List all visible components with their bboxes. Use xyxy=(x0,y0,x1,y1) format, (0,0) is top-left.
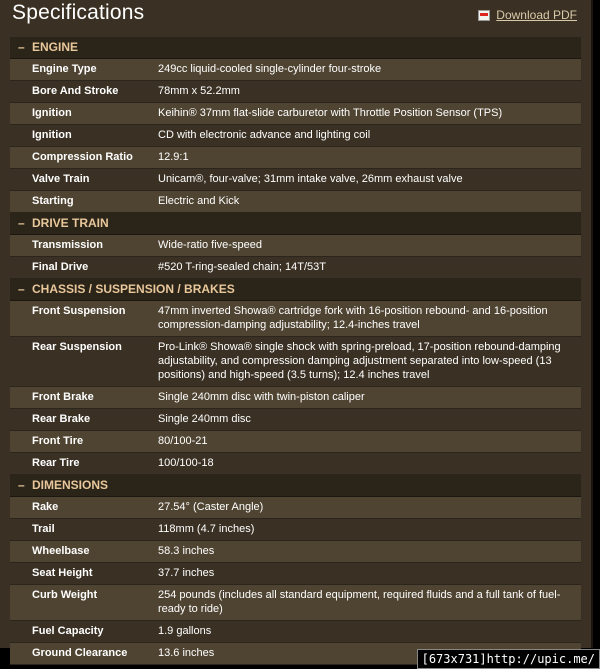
spec-value: Wide-ratio five-speed xyxy=(158,239,262,251)
spec-value: 1.9 gallons xyxy=(158,625,212,637)
spec-row xyxy=(10,59,581,81)
spec-value: Electric and Kick xyxy=(158,195,240,207)
spec-row xyxy=(10,585,581,621)
spec-label: Rake xyxy=(32,501,59,513)
spec-row xyxy=(10,257,581,279)
header xyxy=(0,0,591,34)
spec-label: Front Brake xyxy=(32,391,94,403)
section-header[interactable] xyxy=(10,279,581,301)
spec-row xyxy=(10,301,581,337)
section-header[interactable] xyxy=(10,475,581,497)
collapse-icon[interactable]: – xyxy=(18,478,25,492)
spec-row xyxy=(10,191,581,213)
spec-row xyxy=(10,621,581,643)
spec-label: Wheelbase xyxy=(32,545,90,557)
spec-value: 80/100-21 xyxy=(158,435,208,447)
spec-label: Compression Ratio xyxy=(32,151,133,163)
spec-value: 118mm (4.7 inches) xyxy=(158,523,255,535)
spec-value: 78mm x 52.2mm xyxy=(158,85,240,97)
spec-value: Single 240mm disc xyxy=(158,413,251,425)
download-pdf-label: Download PDF xyxy=(496,8,577,22)
spec-label: Final Drive xyxy=(32,261,89,273)
section-title: DIMENSIONS xyxy=(32,478,109,492)
spec-label: Bore And Stroke xyxy=(32,85,119,97)
section-header[interactable] xyxy=(10,213,581,235)
spec-table xyxy=(10,37,581,665)
spec-label: Seat Height xyxy=(32,567,93,579)
spec-value: CD with electronic advance and lighting coil xyxy=(158,129,371,141)
spec-row xyxy=(10,169,581,191)
spec-value: 47mm inverted Showa® cartridge fork with 16-position rebound- and 16-position compression-damping adjustability; 12.4-inches travel xyxy=(158,305,548,331)
collapse-icon[interactable]: – xyxy=(18,216,25,230)
spec-value: 12.9:1 xyxy=(158,151,189,163)
page-title: Specifications xyxy=(12,1,145,24)
collapse-icon[interactable]: – xyxy=(18,282,25,296)
section-title: DRIVE TRAIN xyxy=(32,216,109,230)
download-pdf-link[interactable] xyxy=(478,8,577,22)
spec-value: 27.54° (Caster Angle) xyxy=(158,501,264,513)
spec-value: 37.7 inches xyxy=(158,567,215,579)
spec-label: Front Suspension xyxy=(32,305,126,317)
section-title: ENGINE xyxy=(32,40,79,54)
spec-label: Ignition xyxy=(32,107,72,119)
spec-row xyxy=(10,497,581,519)
spec-row xyxy=(10,81,581,103)
watermark: [673x731]http://upic.me/ xyxy=(417,649,600,669)
spec-row xyxy=(10,541,581,563)
spec-row xyxy=(10,563,581,585)
spec-value: 254 pounds (includes all standard equipment, required fluids and a full tank of fuel-ready to ride) xyxy=(158,589,561,615)
pdf-icon xyxy=(478,10,490,21)
spec-value: 249cc liquid-cooled single-cylinder four-stroke xyxy=(158,63,382,75)
spec-label: Engine Type xyxy=(32,63,97,75)
spec-label: Rear Suspension xyxy=(32,341,122,353)
spec-value: 13.6 inches xyxy=(158,647,215,659)
spec-value: Pro-Link® Showa® single shock with spring-preload, 17-position rebound-damping adjustability, and compression damping adjustment separated into low-speed (13 positions) and high-speed (3.5 turns); 12.4 inches travel xyxy=(158,341,561,381)
spec-value: Single 240mm disc with twin-piston caliper xyxy=(158,391,365,403)
spec-value: Keihin® 37mm flat-slide carburetor with Throttle Position Sensor (TPS) xyxy=(158,107,503,119)
spec-label: Front Tire xyxy=(32,435,84,447)
spec-row xyxy=(10,147,581,169)
spec-value: Unicam®, four-valve; 31mm intake valve, 26mm exhaust valve xyxy=(158,173,463,185)
spec-label: Rear Tire xyxy=(32,457,80,469)
spec-row xyxy=(10,431,581,453)
spec-row xyxy=(10,337,581,387)
spec-label: Rear Brake xyxy=(32,413,91,425)
spec-label: Starting xyxy=(32,195,74,207)
spec-value: #520 T-ring-sealed chain; 14T/53T xyxy=(158,261,326,273)
spec-label: Valve Train xyxy=(32,173,90,185)
spec-row xyxy=(10,235,581,257)
collapse-icon[interactable]: – xyxy=(18,40,25,54)
spec-label: Transmission xyxy=(32,239,103,251)
spec-label: Ignition xyxy=(32,129,72,141)
spec-row xyxy=(10,387,581,409)
spec-row xyxy=(10,409,581,431)
spec-row xyxy=(10,103,581,125)
spec-row xyxy=(10,125,581,147)
spec-value: 100/100-18 xyxy=(158,457,214,469)
spec-row xyxy=(10,519,581,541)
spec-label: Fuel Capacity xyxy=(32,625,104,637)
spec-label: Trail xyxy=(32,523,55,535)
spec-row xyxy=(10,453,581,475)
spec-value: 58.3 inches xyxy=(158,545,215,557)
spec-label: Ground Clearance xyxy=(32,647,128,659)
spec-label: Curb Weight xyxy=(32,589,98,601)
section-header[interactable] xyxy=(10,37,581,59)
section-title: CHASSIS / SUSPENSION / BRAKES xyxy=(32,282,235,296)
